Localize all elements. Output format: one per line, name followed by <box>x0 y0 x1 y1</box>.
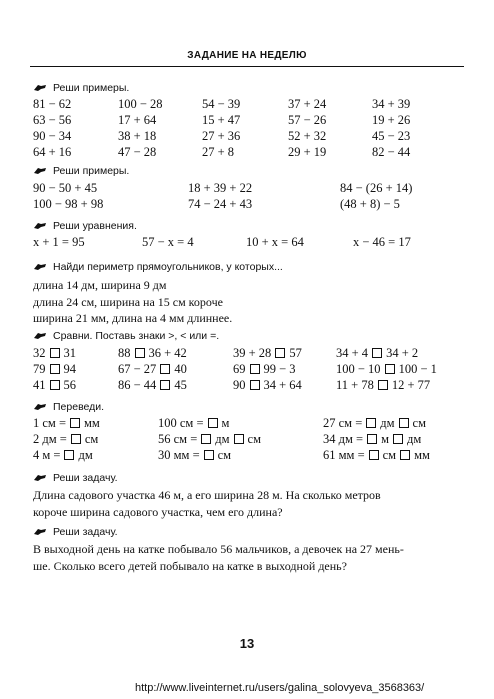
example-item: 29 + 19 <box>288 145 327 159</box>
conversion-expression: 4 м = <box>33 448 61 462</box>
example-item: 90 − 50 + 45 <box>33 181 98 195</box>
example-item: 18 + 39 + 22 <box>188 181 253 195</box>
conversion-item <box>323 432 421 447</box>
pencil-hand-icon <box>33 331 47 340</box>
example-item: 27 + 36 <box>202 129 241 143</box>
unit-label: м <box>381 432 389 446</box>
conversion-expression: 56 см = <box>158 432 198 446</box>
section-4-conditions <box>33 277 463 327</box>
equation-item: x − 46 = 17 <box>353 235 411 249</box>
unit-label: см <box>412 416 427 430</box>
example-item: 15 + 47 <box>202 113 241 127</box>
right-expression: 12 + 77 <box>391 378 431 392</box>
section-4-title: Найди периметр прямоугольников, у которых... <box>53 261 283 273</box>
unit-label: дм <box>215 432 230 446</box>
unit-label: мм <box>84 416 100 430</box>
right-expression: 34 + 64 <box>263 378 302 392</box>
unit-label: мм <box>414 448 430 462</box>
example-item: 64 + 16 <box>33 145 72 159</box>
problem-line: ше. Сколько всего детей побывало на катке в выходной день? <box>33 559 347 573</box>
answer-box[interactable] <box>50 364 60 374</box>
example-item: 47 − 28 <box>118 145 157 159</box>
example-item: 34 + 39 <box>372 97 411 111</box>
left-expression: 86 − 44 <box>118 378 157 392</box>
example-item: 17 + 64 <box>118 113 157 127</box>
section-8-heading <box>33 526 118 538</box>
example-item: 57 − 26 <box>288 113 327 127</box>
answer-box[interactable] <box>204 450 214 460</box>
left-expression: 79 <box>33 362 46 376</box>
answer-box[interactable] <box>369 450 379 460</box>
conversion-expression: 61 мм = <box>323 448 365 462</box>
section-6-title: Переведи. <box>53 401 105 413</box>
answer-box[interactable] <box>393 434 403 444</box>
conversion-expression: 100 см = <box>158 416 204 430</box>
right-expression: 45 <box>174 378 187 392</box>
left-expression: 11 + 78 <box>336 378 374 392</box>
unit-label: см <box>217 448 232 462</box>
condition-line: длина 14 дм, ширина 9 дм <box>33 278 167 292</box>
answer-box[interactable] <box>234 434 244 444</box>
conversion-item <box>33 448 93 463</box>
section-5-title: Сравни. Поставь знаки >, < или =. <box>53 330 220 342</box>
comparison-item <box>233 378 302 393</box>
example-item: 82 − 44 <box>372 145 411 159</box>
right-expression: 99 − 3 <box>263 362 296 376</box>
pencil-hand-icon <box>33 83 47 92</box>
answer-box[interactable] <box>372 348 382 358</box>
comparison-item <box>118 346 187 361</box>
answer-box[interactable] <box>250 364 260 374</box>
comparison-item <box>336 378 430 393</box>
conversion-item <box>33 416 100 431</box>
problem-line: В выходной день на катке побывало 56 мальчиков, а девочек на 27 мень- <box>33 542 404 556</box>
conversion-item <box>323 416 426 431</box>
example-item: 52 + 32 <box>288 129 327 143</box>
section-8-title: Реши задачу. <box>53 526 118 538</box>
answer-box[interactable] <box>64 450 74 460</box>
left-expression: 88 <box>118 346 131 360</box>
left-expression: 100 − 10 <box>336 362 381 376</box>
example-item: 90 − 34 <box>33 129 72 143</box>
pencil-hand-icon <box>33 166 47 175</box>
section-7-heading <box>33 472 118 484</box>
answer-box[interactable] <box>50 380 60 390</box>
left-expression: 32 <box>33 346 46 360</box>
left-expression: 34 + 4 <box>336 346 369 360</box>
comparison-item <box>33 362 76 377</box>
condition-line: длина 24 см, ширина на 15 см короче <box>33 294 223 309</box>
page-title: ЗАДАНИЕ НА НЕДЕЛЮ <box>187 50 307 61</box>
conversion-item <box>33 432 98 447</box>
comparison-item <box>233 346 302 361</box>
example-item: 63 − 56 <box>33 113 72 127</box>
condition-line: ширина 21 мм, длина на 4 мм длиннее. <box>33 311 233 325</box>
comparison-item <box>336 362 437 377</box>
comparison-item <box>118 362 187 377</box>
answer-box[interactable] <box>160 380 170 390</box>
comparison-item <box>118 378 187 393</box>
section-3-title: Реши уравнения. <box>53 220 137 232</box>
answer-box[interactable] <box>70 418 80 428</box>
section-7-problem <box>33 487 463 521</box>
right-expression: 36 + 42 <box>148 346 187 360</box>
answer-box[interactable] <box>208 418 218 428</box>
right-expression: 40 <box>174 362 187 376</box>
left-expression: 90 <box>233 378 246 392</box>
example-item: 74 − 24 + 43 <box>188 197 253 211</box>
problem-line: Длина садового участка 46 м, а его ширина 28 м. На сколько метров <box>33 488 381 502</box>
left-expression: 41 <box>33 378 46 392</box>
unit-label: м <box>221 416 230 430</box>
comparison-item <box>336 346 418 361</box>
right-expression: 94 <box>63 362 76 376</box>
source-url: http://www.liveinternet.ru/users/galina_solovyeva_3568363/ <box>135 682 425 694</box>
pencil-hand-icon <box>33 473 47 482</box>
answer-box[interactable] <box>366 418 376 428</box>
example-item: 54 − 39 <box>202 97 241 111</box>
example-item: 38 + 18 <box>118 129 157 143</box>
equation-item: x + 1 = 95 <box>33 235 85 249</box>
section-4-heading <box>33 261 283 273</box>
answer-box[interactable] <box>399 418 409 428</box>
page-number: 13 <box>239 636 255 651</box>
unit-label: дм <box>380 416 395 430</box>
right-expression: 100 − 1 <box>398 362 437 376</box>
conversion-expression: 34 дм = <box>323 432 364 446</box>
example-item: 100 − 98 + 98 <box>33 197 104 211</box>
unit-label: см <box>382 448 397 462</box>
section-7-title: Реши задачу. <box>53 472 118 484</box>
answer-box[interactable] <box>71 434 81 444</box>
comparison-item <box>33 346 76 361</box>
answer-box[interactable] <box>275 348 285 358</box>
header-divider <box>30 66 464 67</box>
unit-label: дм <box>407 432 422 446</box>
problem-line: короче ширина садового участка, чем его длина? <box>33 505 283 519</box>
answer-box[interactable] <box>367 434 377 444</box>
section-6-heading <box>33 401 104 413</box>
example-item: 45 − 23 <box>372 129 411 143</box>
section-3-heading <box>33 220 137 232</box>
conversion-expression: 30 мм = <box>158 448 200 462</box>
left-expression: 69 <box>233 362 246 376</box>
example-item: 81 − 62 <box>33 97 72 111</box>
right-expression: 56 <box>63 378 76 392</box>
section-1-heading <box>33 82 129 94</box>
answer-box[interactable] <box>135 348 145 358</box>
unit-label: см <box>84 432 99 446</box>
pencil-hand-icon <box>33 221 47 230</box>
example-item: 100 − 28 <box>118 97 163 111</box>
right-expression: 34 + 2 <box>386 346 419 360</box>
right-expression: 31 <box>63 346 76 360</box>
equation-item: 57 − x = 4 <box>142 235 194 249</box>
left-expression: 67 − 27 <box>118 362 157 376</box>
unit-label: см <box>247 432 262 446</box>
conversion-item <box>158 448 231 463</box>
example-item: 84 − (26 + 14) <box>340 181 413 195</box>
section-2-heading <box>33 165 129 177</box>
right-expression: 57 <box>289 346 302 360</box>
unit-label: дм <box>78 448 93 462</box>
comparison-item <box>33 378 76 393</box>
left-expression: 39 + 28 <box>233 346 272 360</box>
answer-box[interactable] <box>201 434 211 444</box>
pencil-hand-icon <box>33 527 47 536</box>
answer-box[interactable] <box>50 348 60 358</box>
conversion-expression: 2 дм = <box>33 432 67 446</box>
example-item: 27 + 8 <box>202 145 235 159</box>
conversion-item <box>158 416 229 431</box>
conversion-expression: 1 см = <box>33 416 67 430</box>
section-8-problem <box>33 541 463 575</box>
section-1-title: Реши примеры. <box>53 82 130 94</box>
answer-box[interactable] <box>385 364 395 374</box>
example-item: (48 + 8) − 5 <box>340 197 400 211</box>
answer-box[interactable] <box>378 380 388 390</box>
conversion-item <box>323 448 430 463</box>
answer-box[interactable] <box>160 364 170 374</box>
comparison-item <box>233 362 296 377</box>
answer-box[interactable] <box>400 450 410 460</box>
example-item: 19 + 26 <box>372 113 411 127</box>
pencil-hand-icon <box>33 402 47 411</box>
example-item: 37 + 24 <box>288 97 327 111</box>
answer-box[interactable] <box>250 380 260 390</box>
equation-item: 10 + x = 64 <box>246 235 304 249</box>
section-2-title: Реши примеры. <box>53 165 130 177</box>
section-5-heading <box>33 330 219 342</box>
conversion-item <box>158 432 261 447</box>
pencil-hand-icon <box>33 262 47 271</box>
conversion-expression: 27 см = <box>323 416 363 430</box>
